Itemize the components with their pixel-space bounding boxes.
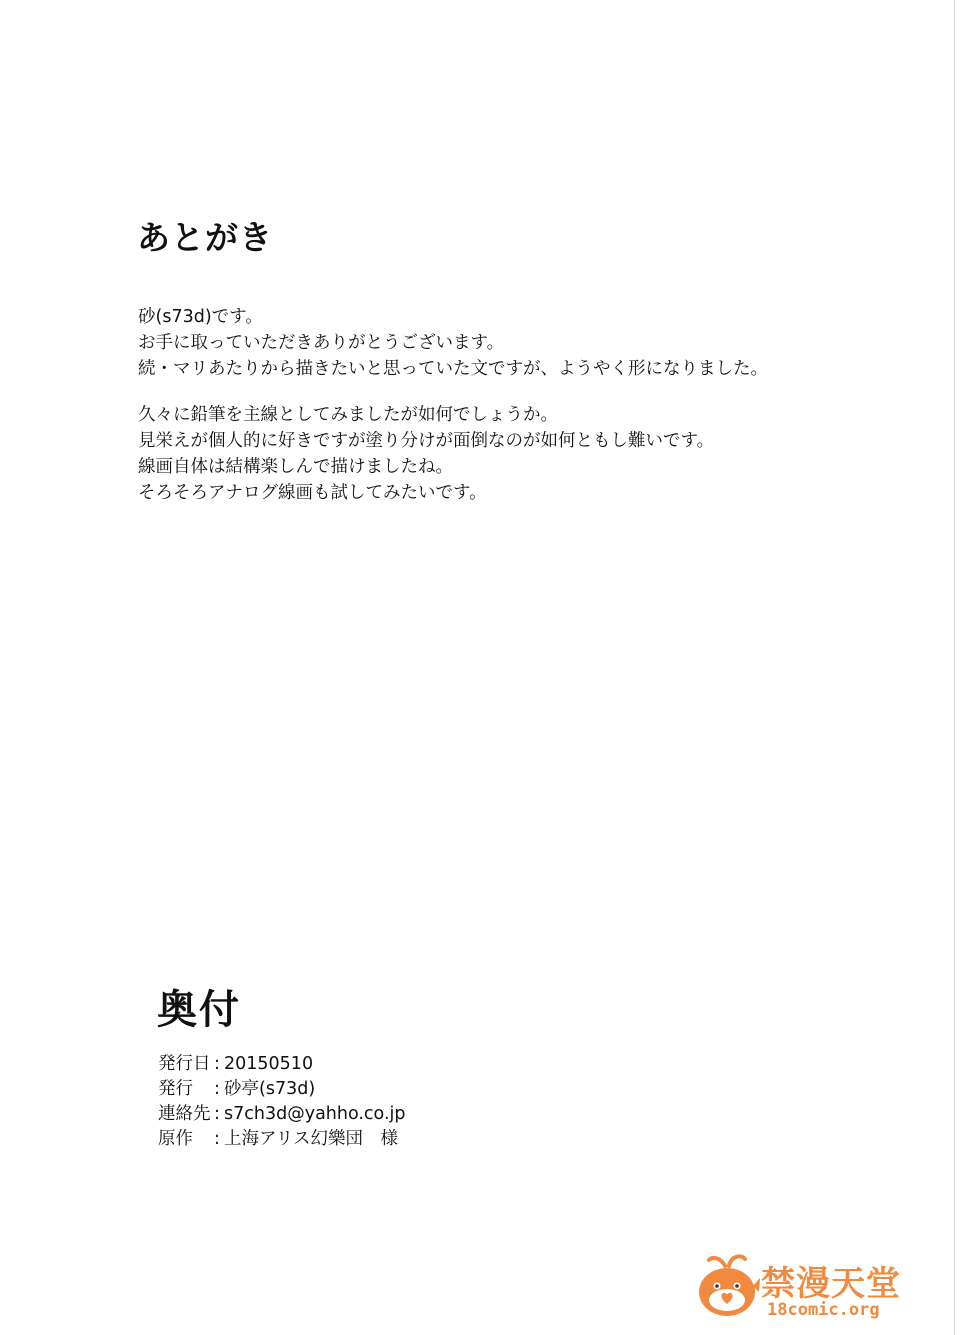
text-line: 線画自体は結構楽しんで描けましたね。 [138,457,453,477]
colon: : [214,1054,220,1074]
text-line: お手に取っていただきありがとうございます。 [138,333,505,353]
colophon-value: s7ch3d@yahho.co.jp [224,1104,406,1124]
afterword-title: あとがき [137,218,273,257]
colophon-row-publisher [158,1077,406,1102]
text-line: 続・マリあたりから描きたいと思っていた文ですが、ようやく形になりました。 [138,359,768,379]
colophon-value: 20150510 [224,1054,314,1074]
colophon-label: 原作 [158,1129,193,1149]
whale-mascot-icon [695,1252,761,1322]
text-line: 久々に鉛筆を主線としてみましたが如何でしょうか。 [138,405,558,425]
colophon-value: 上海アリス幻樂団 様 [224,1129,398,1149]
colophon-label: 発行日 [158,1054,211,1074]
colophon-title: 奥付 [157,987,241,1033]
page-edge-line [954,0,955,1335]
colon: : [214,1129,220,1149]
colophon-value: 砂亭(s73d) [224,1079,316,1099]
text-line: そろそろアナログ線画も試してみたいです。 [138,483,487,503]
watermark-site-name: 禁漫天堂 [761,1264,901,1304]
colophon-row-original-work [158,1127,406,1152]
afterword-paragraph-2 [138,402,714,506]
colon: : [214,1104,220,1124]
colon: : [214,1079,220,1099]
afterword-paragraph-1 [138,304,768,382]
site-watermark [695,1248,925,1328]
colophon-label: 連絡先 [158,1104,211,1124]
colophon-row-contact [158,1102,406,1127]
colophon-row-release-date [158,1052,406,1077]
colophon-list [158,1052,406,1152]
colophon-label: 発行 [158,1079,193,1099]
text-line: 見栄えが個人的に好きですが塗り分けが面倒なのが如何ともし難いです。 [138,431,715,451]
text-line: 砂(s73d)です。 [138,307,263,327]
watermark-site-url: 18comic.org [767,1300,880,1320]
